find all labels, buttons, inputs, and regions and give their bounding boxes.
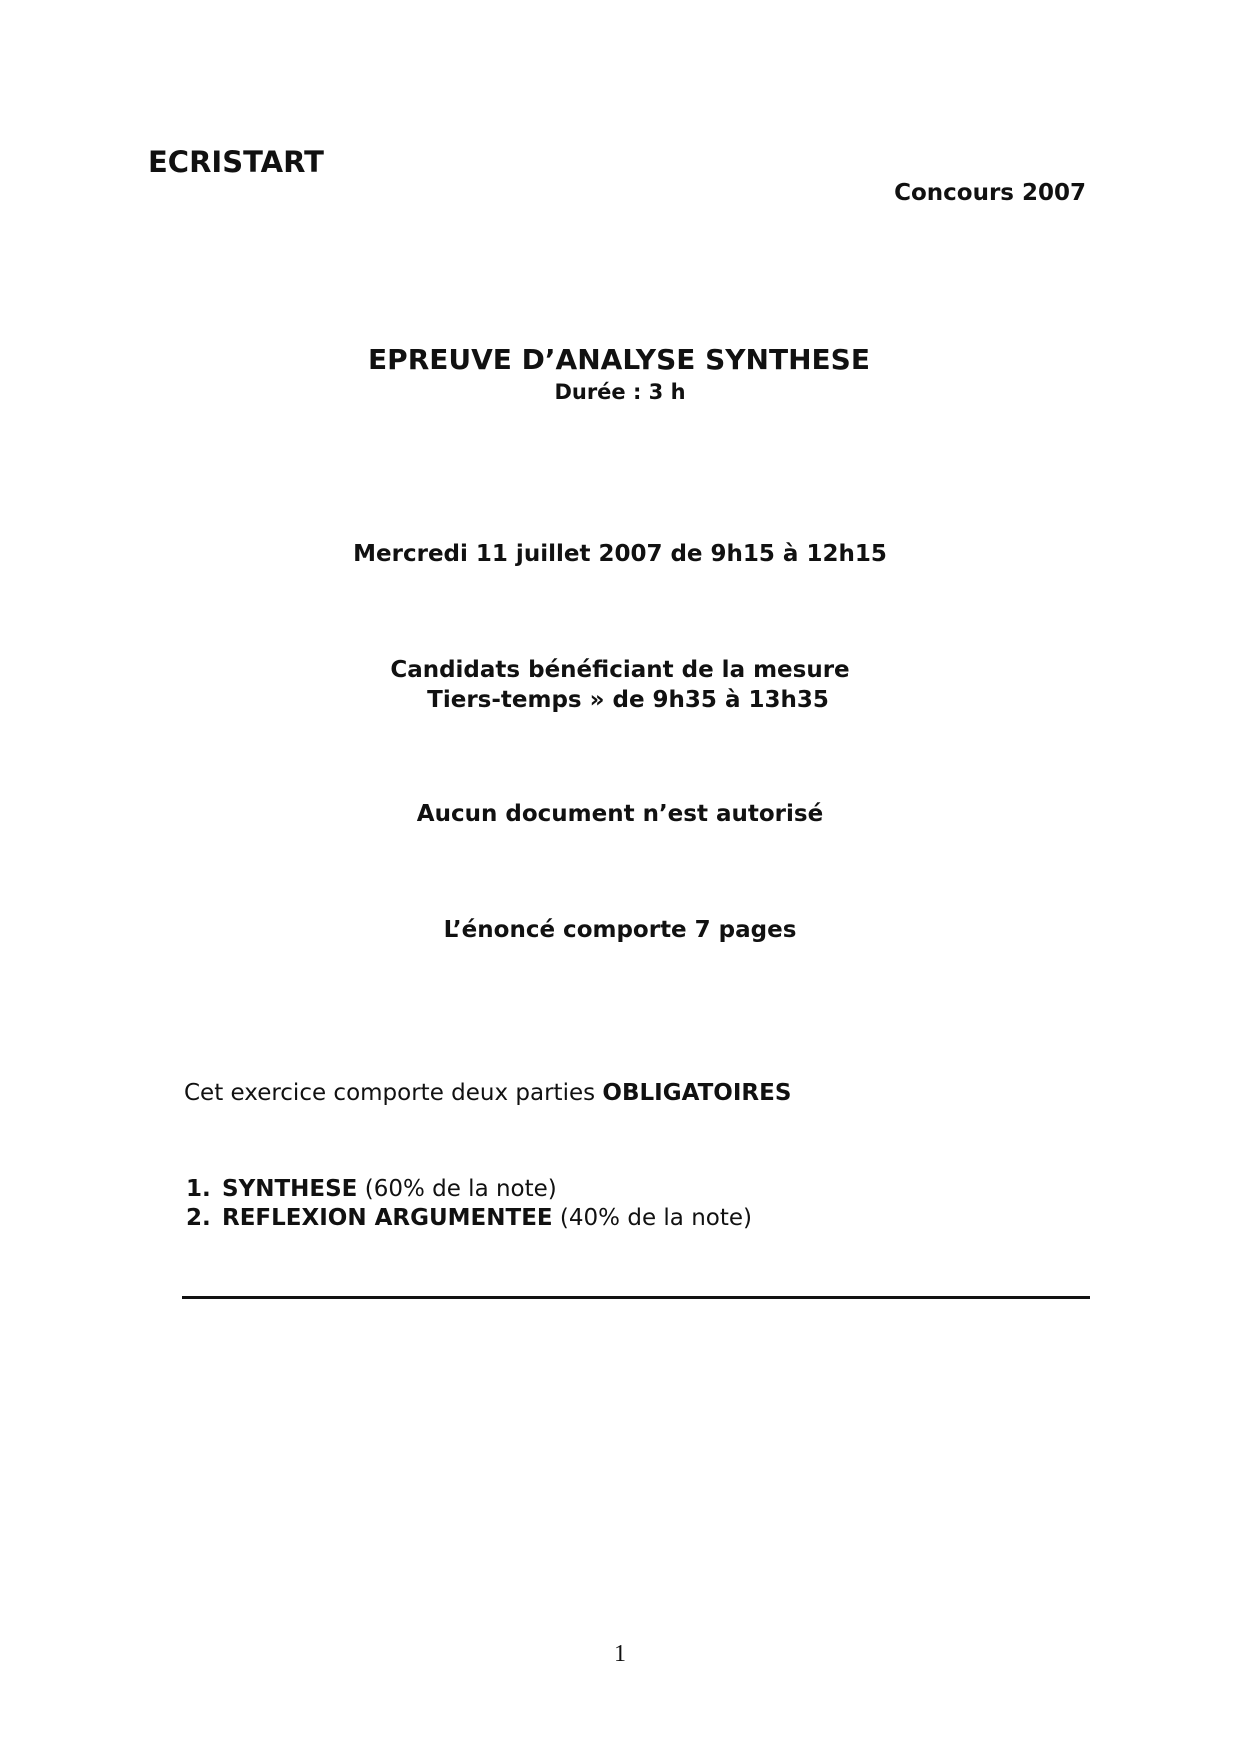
extra-time-line-2: Tiers-temps » de 9h35 à 13h35	[427, 687, 829, 713]
list-item-title: REFLEXION ARGUMENTEE	[222, 1205, 553, 1231]
exam-duration: Durée : 3 h	[554, 380, 686, 404]
extra-time-line-1: Candidats bénéficiant de la mesure	[390, 657, 850, 683]
pages-count-notice: L’énoncé comporte 7 pages	[443, 917, 797, 943]
no-documents-notice: Aucun document n’est autorisé	[416, 801, 824, 827]
list-item-title: SYNTHESE	[222, 1176, 358, 1202]
divider-line	[182, 1296, 1090, 1299]
exam-date: Mercredi 11 juillet 2007 de 9h15 à 12h15	[353, 541, 887, 567]
instructions-intro	[184, 1080, 791, 1106]
page-number: 1	[614, 1641, 626, 1667]
list-item-weight: (40% de la note)	[552, 1205, 752, 1231]
list-item-weight: (60% de la note)	[357, 1176, 557, 1202]
organization-name: ECRISTART	[148, 145, 324, 179]
list-item-number: 1.	[186, 1176, 211, 1202]
list-item	[186, 1176, 557, 1202]
exam-title: EPREUVE D’ANALYSE SYNTHESE	[368, 343, 870, 376]
list-item	[186, 1205, 752, 1231]
contest-year: Concours 2007	[894, 180, 1086, 206]
intro-text: Cet exercice comporte deux parties	[184, 1080, 603, 1106]
intro-mandatory: OBLIGATOIRES	[602, 1080, 792, 1106]
list-item-number: 2.	[186, 1205, 211, 1231]
